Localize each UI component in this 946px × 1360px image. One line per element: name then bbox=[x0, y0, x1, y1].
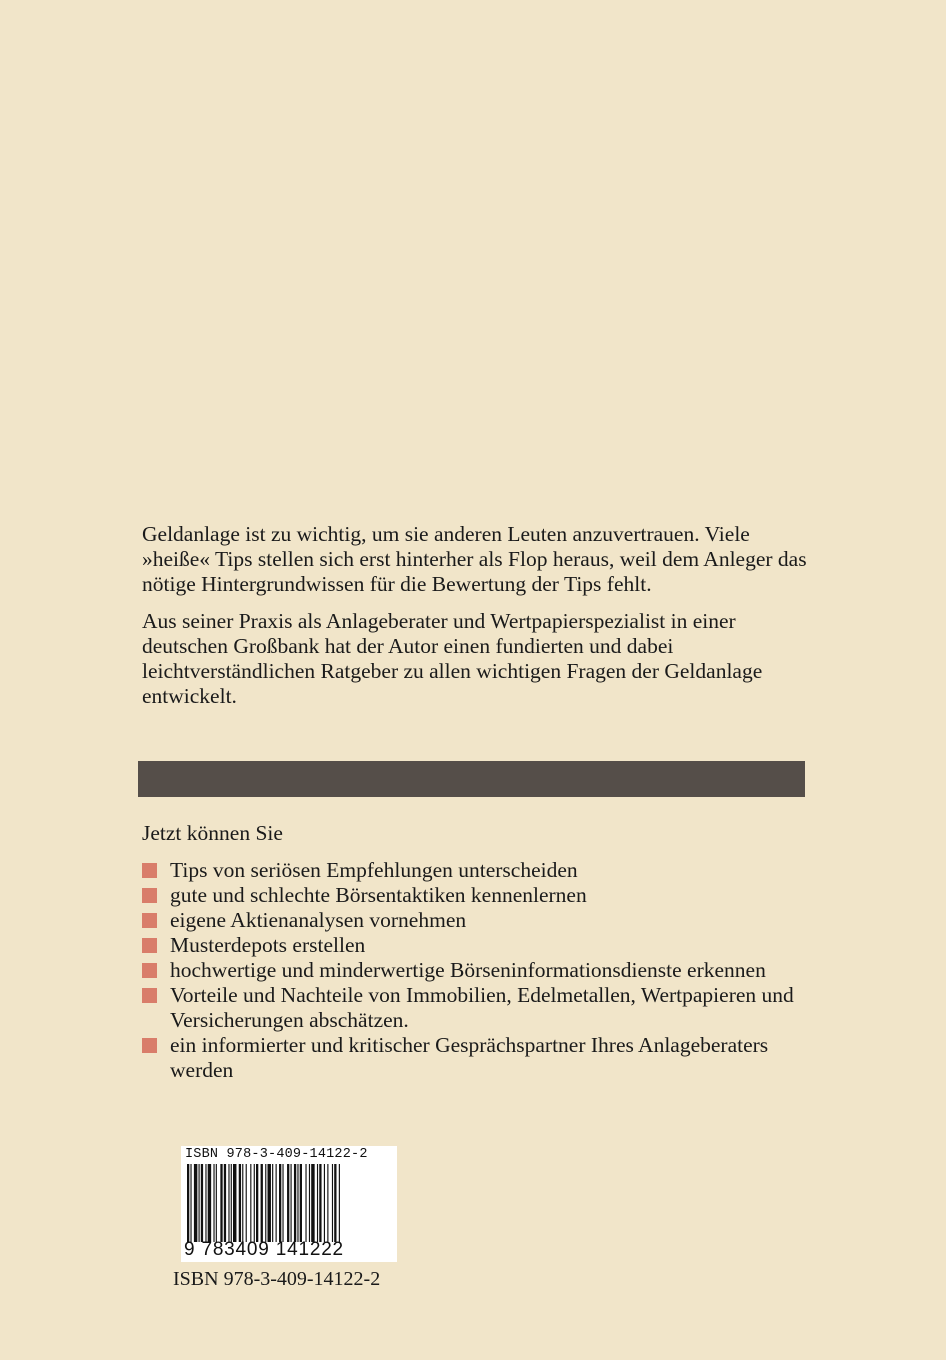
list-item bbox=[142, 958, 822, 983]
barcode-isbn-label: ISBN 978-3-409-14122-2 bbox=[185, 1147, 368, 1162]
bullet-square-icon bbox=[142, 913, 157, 928]
barcode-bar bbox=[332, 1164, 333, 1242]
barcode-bar bbox=[216, 1164, 217, 1242]
isbn-number: ISBN 978-3-409-14122-2 bbox=[173, 1268, 381, 1290]
barcode-bar bbox=[254, 1164, 255, 1242]
barcode-bar bbox=[294, 1164, 296, 1242]
list-item bbox=[142, 858, 822, 883]
barcode-bar bbox=[297, 1164, 298, 1242]
barcode-bar bbox=[282, 1164, 283, 1242]
divider-bar bbox=[138, 761, 805, 797]
intro-paragraph-1: Geldanlage ist zu wichtig, um sie anderen Leuten anzuvertrauen. Viele »heiße« Tips stellen sich erst hinterher als Flop heraus, weil dem Anleger das nötige Hintergrundwissen für die Bewertung der Tips fehlt. bbox=[142, 522, 807, 596]
barcode-bar bbox=[213, 1164, 214, 1242]
barcode-bar bbox=[317, 1164, 318, 1242]
barcode-bar bbox=[231, 1164, 232, 1242]
barcode-bar bbox=[265, 1164, 266, 1242]
barcode-bar bbox=[250, 1164, 251, 1242]
barcode-bar bbox=[309, 1164, 310, 1242]
intro-paragraph-2: Aus seiner Praxis als Anlageberater und Wertpapierspezialist in einer deutschen Großbank hat der Autor einen fundierten und dabei leichtverständlichen Ratgeber zu allen wichtigen Fragen der Geldanlage entwickelt. bbox=[142, 609, 763, 708]
list-item bbox=[142, 1033, 822, 1083]
barcode-bar bbox=[199, 1164, 200, 1242]
barcode-bar bbox=[311, 1164, 314, 1242]
barcode-bar bbox=[261, 1164, 263, 1242]
bullet-square-icon bbox=[142, 1038, 157, 1053]
barcode-bar bbox=[205, 1164, 206, 1242]
barcode-bar bbox=[201, 1164, 203, 1242]
barcode-bar bbox=[319, 1164, 321, 1242]
barcode-bar bbox=[220, 1164, 222, 1242]
bullet-square-icon bbox=[142, 938, 157, 953]
list-item-text: ein informierter und kritischer Gesprächspartner Ihres Anlageberaters werden bbox=[170, 1033, 769, 1082]
barcode-bars bbox=[185, 1164, 393, 1242]
barcode-bar bbox=[224, 1164, 226, 1242]
barcode-bar bbox=[228, 1164, 229, 1242]
barcode-bar bbox=[305, 1164, 306, 1242]
list-item-text: hochwertige und minderwertige Börseninformationsdienste erkennen bbox=[170, 958, 766, 982]
barcode-bar bbox=[300, 1164, 302, 1242]
barcode-bar bbox=[327, 1164, 328, 1242]
bullet-square-icon bbox=[142, 988, 157, 1003]
bullet-square-icon bbox=[142, 888, 157, 903]
list-item bbox=[142, 933, 822, 958]
barcode-bar bbox=[291, 1164, 292, 1242]
list-item-text: Vorteile und Nachteile von Immobilien, Edelmetallen, Wertpapieren und Versicherungen abschätzen. bbox=[170, 983, 794, 1032]
list-item bbox=[142, 908, 822, 933]
barcode-bar bbox=[276, 1164, 277, 1242]
barcode-bar bbox=[233, 1164, 236, 1242]
barcode-bar bbox=[334, 1164, 336, 1242]
barcode-bar bbox=[324, 1164, 325, 1242]
barcode-bar bbox=[187, 1164, 189, 1242]
barcode-digits: 9 783409 141222 bbox=[184, 1239, 344, 1260]
list-item bbox=[142, 883, 822, 908]
barcode bbox=[181, 1146, 397, 1262]
barcode-bar bbox=[194, 1164, 197, 1242]
barcode-bar bbox=[208, 1164, 211, 1242]
barcode-bar bbox=[339, 1164, 340, 1242]
barcode-bar bbox=[239, 1164, 241, 1242]
bullet-square-icon bbox=[142, 863, 157, 878]
barcode-bar bbox=[287, 1164, 289, 1242]
list-item-text: Musterdepots erstellen bbox=[170, 933, 366, 957]
barcode-bar bbox=[256, 1164, 258, 1242]
barcode-bar bbox=[272, 1164, 273, 1242]
benefits-list bbox=[142, 858, 822, 1083]
barcode-bar bbox=[246, 1164, 247, 1242]
barcode-bar bbox=[242, 1164, 243, 1242]
list-item-text: Tips von seriösen Empfehlungen unterscheiden bbox=[170, 858, 578, 882]
list-item bbox=[142, 983, 822, 1033]
list-item-text: eigene Aktienanalysen vornehmen bbox=[170, 908, 467, 932]
barcode-bar bbox=[268, 1164, 271, 1242]
barcode-bar bbox=[279, 1164, 281, 1242]
list-item-text: gute und schlechte Börsentaktiken kennenlernen bbox=[170, 883, 587, 907]
barcode-bar bbox=[190, 1164, 191, 1242]
intro-text bbox=[142, 522, 822, 721]
list-heading: Jetzt können Sie bbox=[142, 821, 283, 845]
bullet-square-icon bbox=[142, 963, 157, 978]
